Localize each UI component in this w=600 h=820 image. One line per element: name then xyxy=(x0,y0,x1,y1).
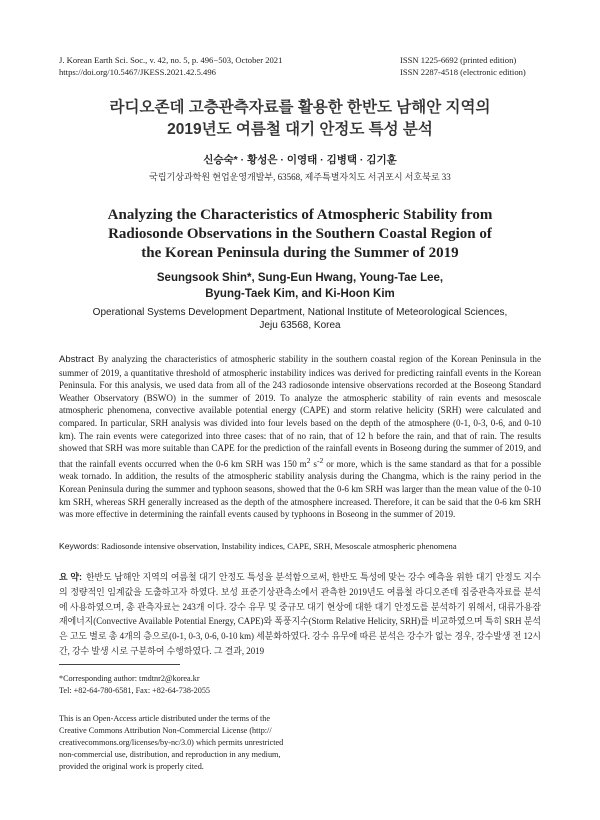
abstract-text: s xyxy=(310,458,317,469)
issn-print: ISSN 1225-6692 (printed edition) xyxy=(400,55,517,65)
english-title xyxy=(0,206,600,263)
footnote-divider xyxy=(59,664,180,665)
english-title-line: the Korean Peninsula during the Summer of 2019 xyxy=(141,245,459,261)
korean-title-line: 2019년도 여름철 대기 안정도 특성 분석 xyxy=(167,121,433,138)
issn-block xyxy=(400,54,526,78)
english-affiliation xyxy=(0,306,600,332)
open-access-line: provided the original work is properly cited. xyxy=(59,761,204,771)
korean-authors: 신승숙* · 황성은 · 이영태 · 김병택 · 김기훈 xyxy=(203,154,397,166)
open-access-notice xyxy=(59,713,284,773)
korean-title xyxy=(0,97,600,141)
english-title-line: Radiosonde Observations in the Southern Coastal Region of xyxy=(108,226,492,242)
footnote xyxy=(59,673,210,697)
english-authors-line: Seungsook Shin*, Sung-Eun Hwang, Young-Tae Lee, xyxy=(156,272,444,284)
korean-abstract-label: 요 약: xyxy=(59,572,82,582)
journal-header xyxy=(59,54,282,78)
korean-affiliation: 국립기상과학원 현업운영개발부, 63568, 제주특별자치도 서귀포시 서호북로 33 xyxy=(149,172,451,182)
korean-title-line: 라디오존데 고층관측자료를 활용한 한반도 남해안 지역의 xyxy=(109,99,491,116)
english-authors xyxy=(0,270,600,302)
open-access-line: creativecommons.org/licenses/by-nc/3.0) which permits unrestricted xyxy=(59,737,284,747)
korean-abstract xyxy=(59,570,541,659)
corresponding-author: *Corresponding author: tmdtnr2@korea.kr xyxy=(59,674,200,683)
keywords xyxy=(59,541,541,551)
abstract xyxy=(59,353,541,521)
open-access-line: Creative Commons Attribution Non-Commercial License (http:// xyxy=(59,725,272,735)
abstract-superscript: -2 xyxy=(316,455,324,465)
issn-electronic: ISSN 2287-4518 (electronic edition) xyxy=(400,67,526,77)
abstract-superscript: 2 xyxy=(306,455,311,465)
journal-citation: J. Korean Earth Sci. Soc., v. 42, no. 5, p. 496−503, October 2021 xyxy=(59,55,283,65)
keywords-label: Keywords: xyxy=(59,541,100,551)
open-access-line: This is an Open-Access article distributed under the terms of the xyxy=(59,714,270,723)
english-affiliation-line: Operational Systems Development Department, National Institute of Meteorological Sciences, xyxy=(92,307,508,318)
doi-link[interactable]: https://doi.org/10.5467/JKESS.2021.42.5.496 xyxy=(59,67,216,77)
english-authors-line: Byung-Taek Kim, and Ki-Hoon Kim xyxy=(205,288,395,300)
contact-info: Tel: +82-64-780-6581, Fax: +82-64-738-2055 xyxy=(59,686,211,695)
keywords-text: Radiosonde intensive observation, Instability indices, CAPE, SRH, Mesoscale atmospheric phenomena xyxy=(101,541,457,551)
english-title-line: Analyzing the Characteristics of Atmospheric Stability from xyxy=(107,207,493,223)
abstract-text: By analyzing the characteristics of atmospheric stability in the southern coastal region of the Korean Peninsula in the summer of 2019, a quantitative threshold of atmospheric instability indices was derived for predicting rainfall events in the Korean Peninsula. For this analysis, we used data from all of the 243 radiosonde intensive observations recorded at the Boseong Standard Weather Observatory (BSWO) in the summer of 2019. To analyze the atmospheric stability of rain events and mesoscale atmospheric phenomena, convective available potential energy (CAPE) and storm relative helicity (SRH) were calculated and compared. In particular, SRH analysis was divided into four levels based on the depth of the atmosphere (0-1, 0-3, 0-6, and 0-10 km). The rain events were categorized into three cases: that of no rain, that of 12 h before the rain, and that of rain. The results showed that SRH was more suitable than CAPE for the prediction of the rainfall events in Boseong during the summer of 2019, and that the rainfall events occurred when the 0-6 km SRH was 150 m xyxy=(59,354,541,469)
open-access-line: non-commercial use, distribution, and reproduction in any medium, xyxy=(59,749,281,759)
abstract-text: or more, which is the same standard as that for a possible weak tornado. In addition, the results of the atmospheric stability analysis during the Changma, which is the rainy period in the Korean Peninsula during the summer and typhoon seasons, showed that the 0-6 km SRH was larger than the mean value of the 0-10 km SRH, whereas SRH generally increased as the depth of the atmosphere increased. Therefore, it can be said that the 0-6 km SRH was more effective in determining the rainfall events caused by typhoons in Boseong in the summer of 2019. xyxy=(59,458,542,520)
abstract-label: Abstract xyxy=(59,354,94,365)
english-affiliation-line: Jeju 63568, Korea xyxy=(259,320,341,331)
korean-abstract-text: 한반도 남해안 지역의 여름철 대기 안정도 특성을 분석함으로써, 한반도 특성에 맞는 강수 예측을 위한 대기 안정도 지수의 정량적인 임계값을 도출하고자 하였다. 보성 표준기상관측소에서 관측한 2019년도 여름철 라디오존데 집중관측자료를 분석에 사용하였으며, 총 관측자료는 243개 이다. 강수 유무 및 중규모 대기 현상에 대한 대기 안정도를 분석하기 위해서, 대류가용잠재에너지(Convective Available Potential Energy, CAPE)와 폭풍지수(Storm Relative Helicity, SRH)를 비교하였으며 특히 SRH 분석은 고도 별로 총 4개의 층으로(0-1, 0-3, 0-6, 0-10 km) 세분화하였다. 강수 유무에 따른 분석은 강수가 없는 경우, 강수발생 전 12시간, 강수 발생 시로 구분하여 수행하였다. 그 결과, 2019 xyxy=(59,572,541,656)
